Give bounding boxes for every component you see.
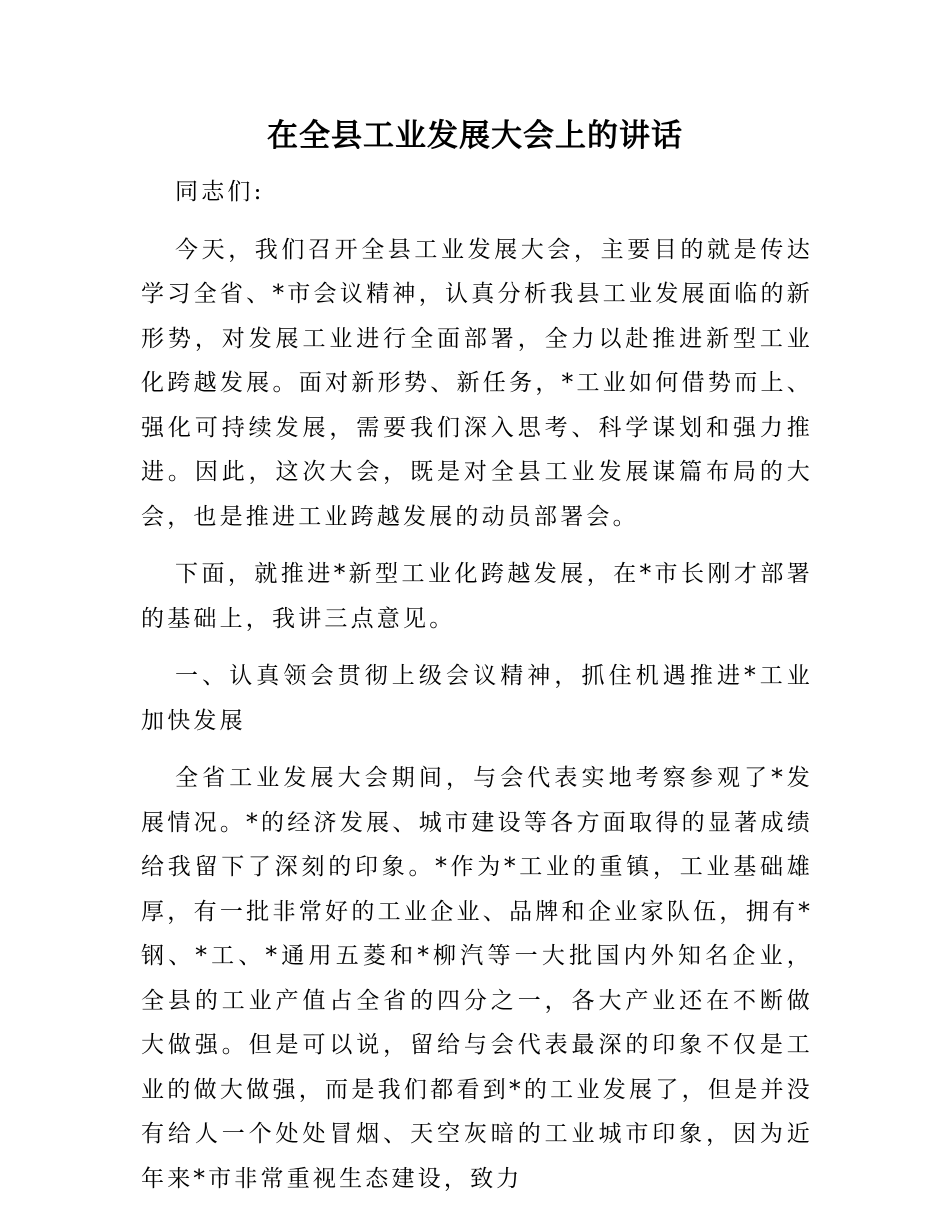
document-title: 在全县工业发展大会上的讲话: [267, 118, 683, 154]
paragraph-section-1-body: 全省工业发展大会期间，与会代表实地考察参观了*发展情况。*的经济发展、城市建设等各方面取得的显著成绩给我留下了深刻的印象。*作为*工业的重镇，工业基础雄厚，有一批非常好的工业企业、品牌和企业家队伍，拥有*钢、*工、*通用五菱和*柳汽等一大批国内外知名企业，全县的工业产值占全省的四分之一，各大产业还在不断做大做强。但是可以说，留给与会代表最深的印象不仅是工业的做大做强，而是我们都看到*的工业发展了，但是并没有给人一个处处冒烟、天空灰暗的工业城市印象，因为近年来*市非常重视生态建设，致力: [141, 765, 813, 1192]
document-body: [141, 170, 813, 1214]
paragraph-transition: 下面，就推进*新型工业化跨越发展，在*市长刚才部署的基础上，我讲三点意见。: [141, 561, 813, 632]
paragraph-salutation: 同志们:: [175, 179, 265, 205]
section-heading-1: 一、认真领会贯彻上级会议精神，抓住机遇推进*工业加快发展: [141, 663, 813, 734]
paragraph-intro: 今天，我们召开全县工业发展大会，主要目的就是传达学习全省、*市会议精神，认真分析我县工业发展面临的新形势，对发展工业进行全面部署，全力以赴推进新型工业化跨越发展。面对新形势、新任务，*工业如何借势而上、强化可持续发展，需要我们深入思考、科学谋划和强力推进。因此，这次大会，既是对全县工业发展谋篇布局的大会，也是推进工业跨越发展的动员部署会。: [141, 236, 813, 530]
